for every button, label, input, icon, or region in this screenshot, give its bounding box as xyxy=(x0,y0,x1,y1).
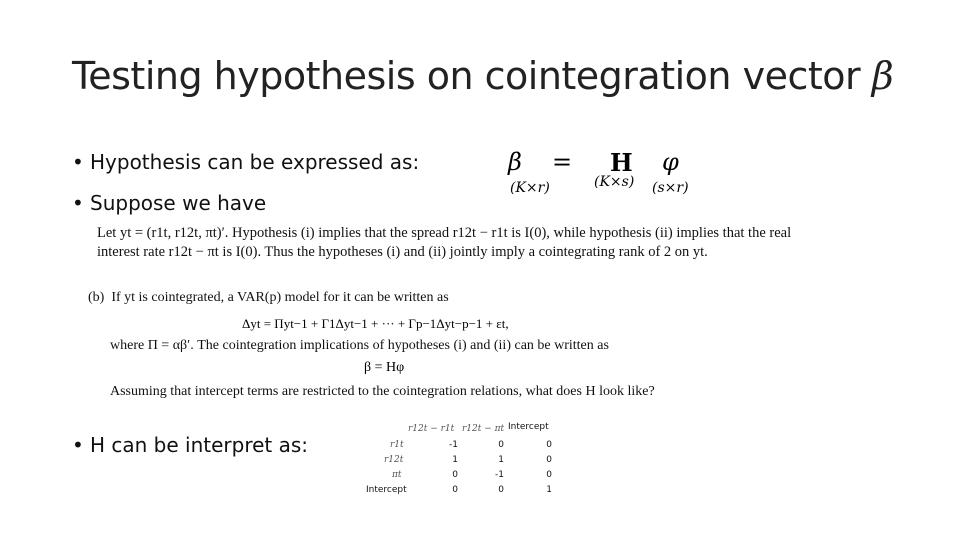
bullet-marker: • xyxy=(72,191,84,215)
matrix-row-label: πt xyxy=(392,470,402,480)
matrix-cell: 0 xyxy=(498,440,504,450)
bullet-marker: • xyxy=(72,150,84,174)
bullet-hypothesis xyxy=(72,150,419,174)
where-text: where Π = αβ′. The cointegration implications of hypotheses (i) and (ii) can be written as xyxy=(110,338,609,353)
bullet-text: Hypothesis can be expressed as: xyxy=(90,150,420,174)
problem-part-b xyxy=(88,290,449,306)
bullet-text: Suppose we have xyxy=(90,191,267,215)
bullet-interpret xyxy=(72,433,308,457)
matrix-cell: 1 xyxy=(498,455,504,465)
matrix-cell: 0 xyxy=(498,485,504,495)
matrix-cell: 0 xyxy=(546,455,552,465)
matrix-row-label: r12t xyxy=(384,455,404,465)
matrix-cell: -1 xyxy=(449,440,458,450)
formula-beta: β xyxy=(508,148,522,176)
matrix-row-label: r1t xyxy=(390,440,404,450)
formula-equals: = xyxy=(552,148,573,176)
problem-paragraph-a: Let yt = (r1t, r12t, πt)′. Hypothesis (i) implies that the spread r12t − r1t is I(0), while hypothesis (ii) implies that the real interest rate r12t − πt is I(0). Thus the hypotheses (i) and (ii) jointly imply a cointegrating rank of 2 on yt. xyxy=(97,225,792,260)
beta-h-phi-equation: β = Hφ xyxy=(364,360,405,375)
matrix-cell: 1 xyxy=(452,455,458,465)
bullet-marker: • xyxy=(72,433,84,457)
formula-phi: φ xyxy=(662,148,679,176)
matrix-col-header: r12t − r1t xyxy=(408,424,455,434)
formula-beta-equals-h-phi xyxy=(508,148,708,200)
matrix-cell: 1 xyxy=(546,485,552,495)
matrix-col-header: Intercept xyxy=(508,422,549,432)
formula-phi-dim: (s×r) xyxy=(652,180,689,196)
matrix-cell: 0 xyxy=(452,485,458,495)
var-equation: Δyt = Πyt−1 + Γ1Δyt−1 + ··· + Γp−1Δyt−p−1 + εt, xyxy=(242,316,509,331)
matrix-col-header: r12t − πt xyxy=(462,424,505,434)
title-text: Testing hypothesis on cointegration vector xyxy=(72,54,861,98)
slide-title xyxy=(72,54,893,98)
formula-h-dim: (K×s) xyxy=(594,174,635,190)
problem-question: Assuming that intercept terms are restricted to the cointegration relations, what does H look like? xyxy=(110,384,655,399)
matrix-cell: 0 xyxy=(452,470,458,480)
matrix-cell: 0 xyxy=(546,440,552,450)
matrix-row-label: Intercept xyxy=(366,485,407,495)
bullet-text: H can be interpret as: xyxy=(90,433,309,457)
h-matrix xyxy=(362,422,562,500)
matrix-cell: -1 xyxy=(495,470,504,480)
formula-h: H xyxy=(610,148,633,177)
bullet-suppose xyxy=(72,191,266,215)
title-beta-symbol: β xyxy=(871,54,894,98)
part-b-label: (b) xyxy=(88,290,105,305)
formula-beta-dim: (K×r) xyxy=(510,180,550,196)
matrix-cell: 0 xyxy=(546,470,552,480)
part-b-text: If yt is cointegrated, a VAR(p) model for it can be written as xyxy=(111,290,449,305)
